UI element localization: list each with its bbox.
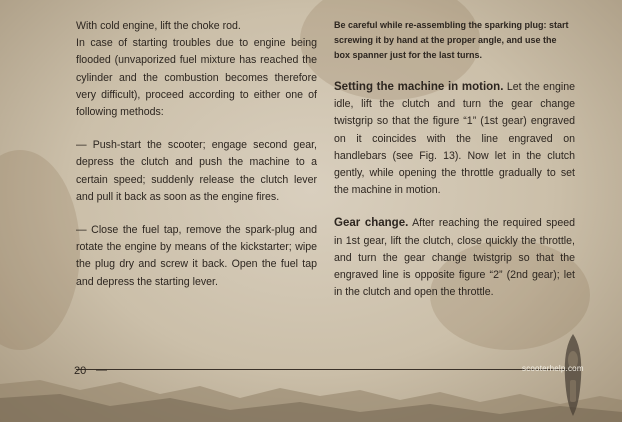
heading-setting-in-motion: Setting the machine in motion. — [334, 81, 504, 93]
paragraph-flooded: In case of starting troubles due to engine being flooded (unvaporized fuel mixture has reached the cylinder and the combustion becomes therefore very difficult), proceed according to either one of following methods: — [76, 37, 317, 119]
paragraph-choke: With cold engine, lift the choke rod. — [76, 20, 241, 32]
paragraph-push-start: — Push-start the scooter; engage second gear, depress the clutch and push the machine to a certain speed; suddenly release the clutch lever and pull it back as soon as the engine fires. — [76, 139, 317, 203]
footer-rule — [76, 369, 580, 370]
paragraph-fuel-tap: — Close the fuel tap, remove the spark-plug and rotate the engine by means of the kickstarter; wipe the plug dry and screw it back. Open the fuel tap and depress the starting lever. — [76, 224, 317, 288]
watermark-text: scooterhelp.com — [522, 364, 584, 373]
page-number: 20 — [74, 365, 87, 377]
section-gear-change — [334, 215, 575, 301]
paper-stain — [0, 150, 80, 350]
section-setting-in-motion — [334, 79, 575, 199]
body-setting-in-motion: Let the engine idle, lift the clutch and turn the gear change twistgrip so that the figure “1” (1st gear) engraved on it coincides with the line engraved on handlebars (see Fig. 13). Now let in the clutch gently, while opening the throttle gradually to set the machine in motion. — [334, 81, 575, 197]
scooter-logo-icon — [556, 330, 590, 420]
left-column — [76, 18, 317, 291]
page-number-dash: — — [96, 364, 107, 376]
torn-paper-edge — [0, 376, 622, 422]
sparking-plug-note: Be careful while re-assembling the sparking plug: start screwing it by hand at the proper angle, and use the box spanner just for the last turns. — [334, 20, 569, 60]
heading-gear-change: Gear change. — [334, 217, 409, 230]
body-gear-change: After reaching the required speed in 1st gear, lift the clutch, close quickly the throttle, and turn the gear change twistgrip so that the engraved line is opposite figure “2” (2nd gear); let in the clutch and open the throttle. — [334, 217, 575, 299]
right-column — [334, 18, 575, 301]
